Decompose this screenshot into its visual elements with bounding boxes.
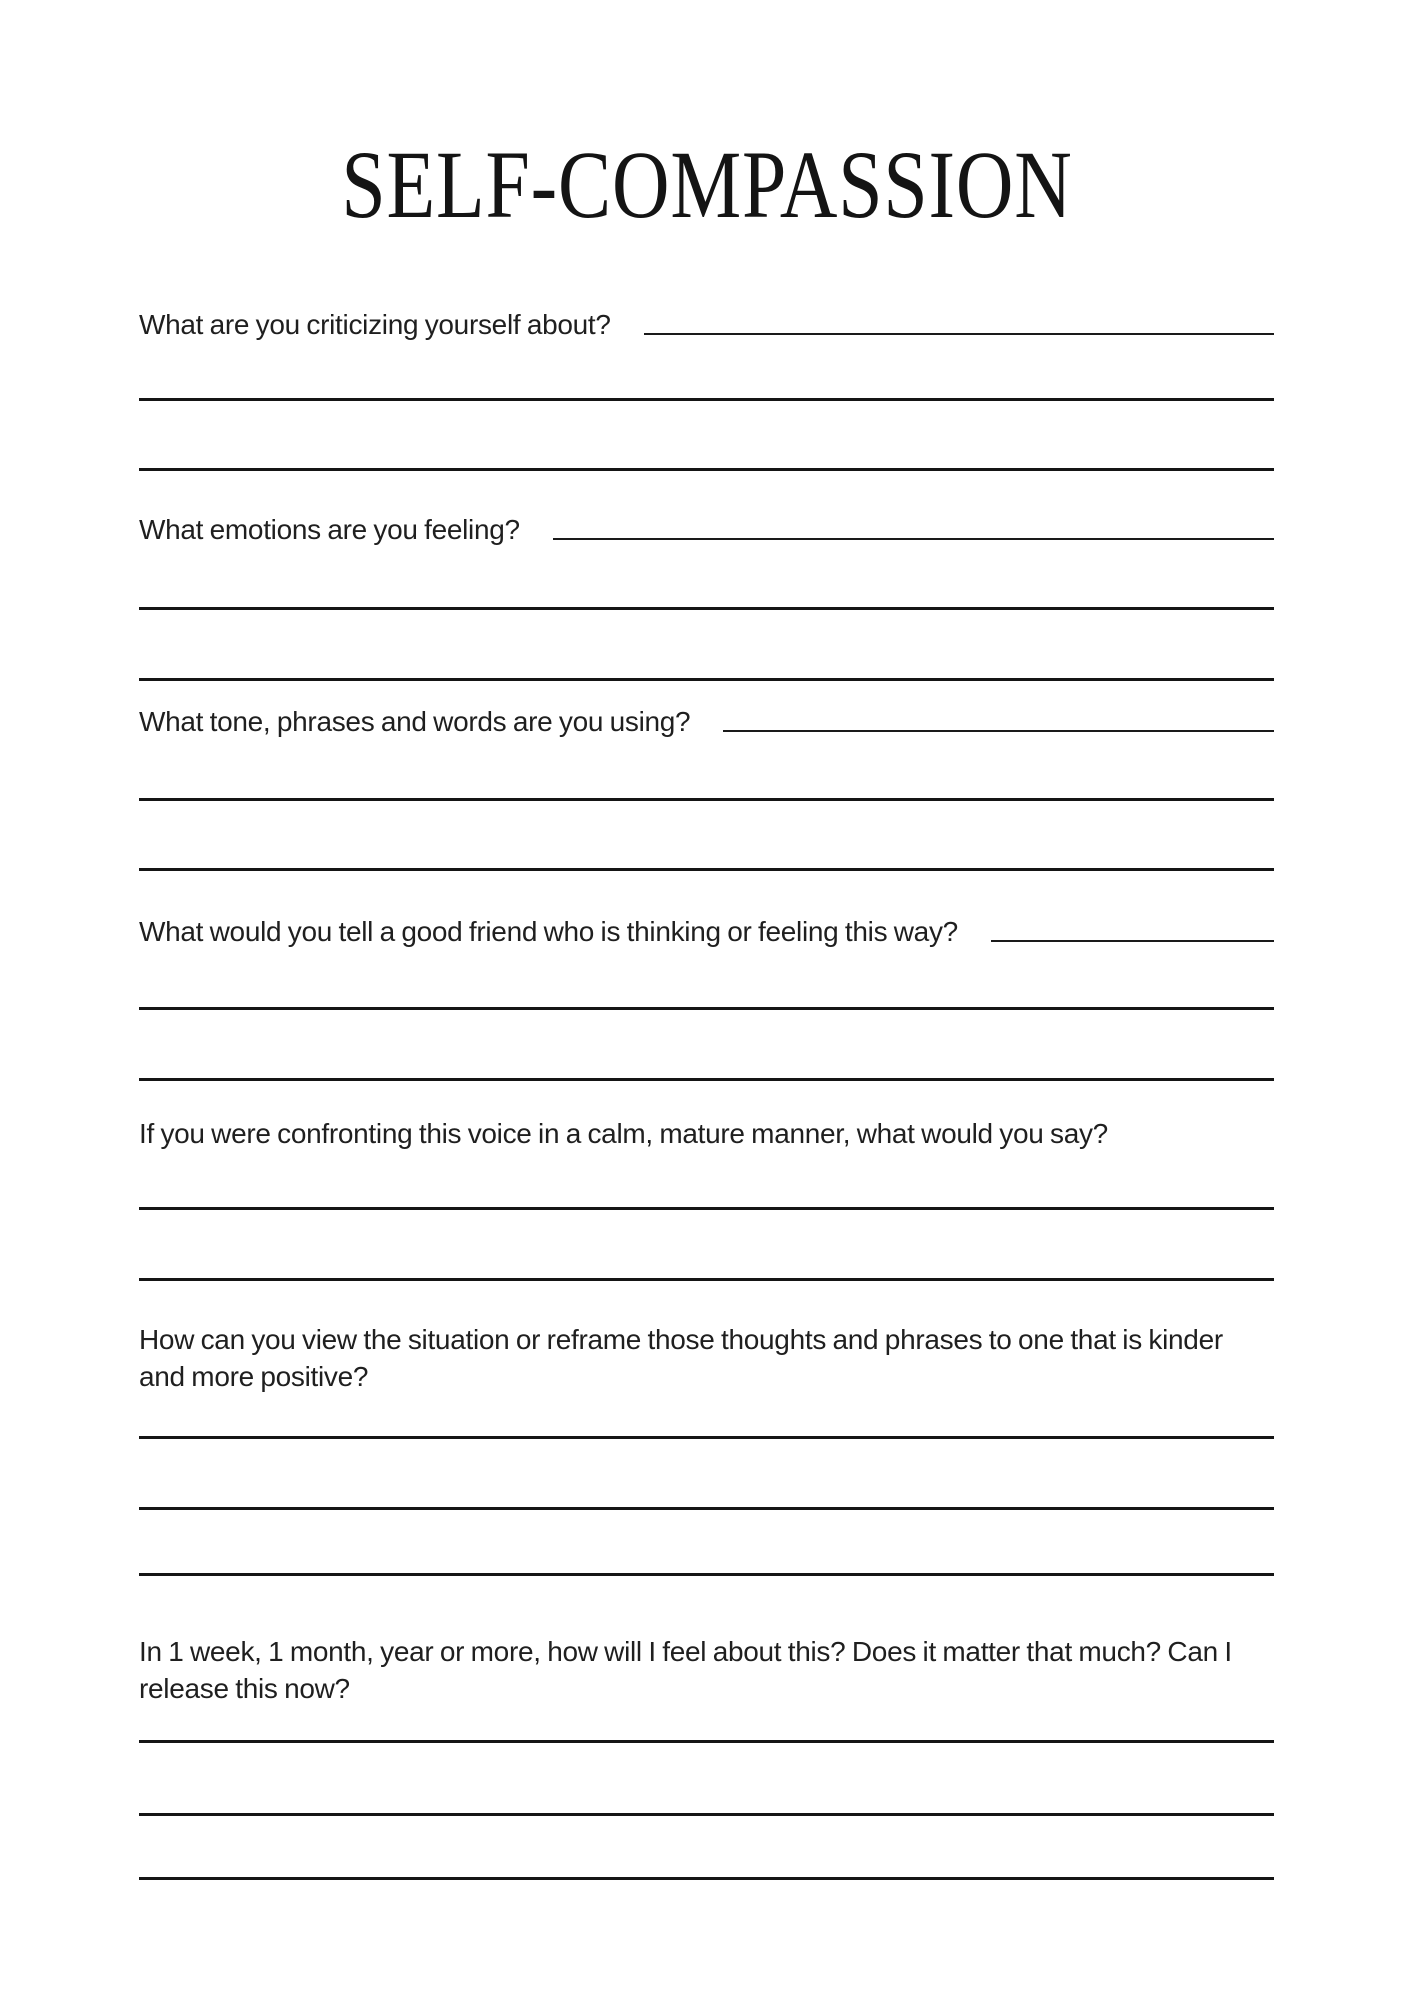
question-row xyxy=(139,511,1274,548)
answer-line xyxy=(139,1207,1274,1210)
answer-inline-line xyxy=(723,703,1274,732)
answer-line xyxy=(139,607,1274,610)
question-label: What emotions are you feeling? xyxy=(139,514,520,545)
answer-inline-line xyxy=(644,306,1274,335)
answer-line xyxy=(139,1436,1274,1439)
answer-inline-line xyxy=(991,913,1274,942)
question-block-tone-phrases xyxy=(139,703,1274,871)
answer-line xyxy=(139,398,1274,401)
question-label: What would you tell a good friend who is thinking or feeling this way? xyxy=(139,916,958,947)
question-block-emotions xyxy=(139,511,1274,681)
answer-line xyxy=(139,1877,1274,1880)
question-label: What are you criticizing yourself about? xyxy=(139,309,611,340)
answer-line xyxy=(139,1278,1274,1281)
answer-line xyxy=(139,1573,1274,1576)
page-title: SELF-COMPASSION xyxy=(341,131,1073,238)
answer-line xyxy=(139,868,1274,871)
question-label: In 1 week, 1 month, year or more, how will I feel about this? Does it matter that much? Can I release this now? xyxy=(139,1636,1232,1704)
question-label: How can you view the situation or reframe those thoughts and phrases to one that is kinder and more positive? xyxy=(139,1324,1223,1392)
question-row xyxy=(139,1633,1274,1707)
question-row xyxy=(139,913,1274,950)
question-row xyxy=(139,306,1274,343)
answer-line xyxy=(139,1078,1274,1081)
answer-line xyxy=(139,798,1274,801)
question-block-reframe xyxy=(139,1321,1274,1576)
answer-line xyxy=(139,1507,1274,1510)
answer-inline-line xyxy=(553,511,1274,540)
answer-line xyxy=(139,1813,1274,1816)
question-label: What tone, phrases and words are you using? xyxy=(139,706,691,737)
question-row xyxy=(139,1115,1274,1152)
answer-line xyxy=(139,468,1274,471)
question-label: If you were confronting this voice in a calm, mature manner, what would you say? xyxy=(139,1118,1108,1149)
question-block-criticizing xyxy=(139,306,1274,471)
question-block-release xyxy=(139,1633,1274,1880)
question-row xyxy=(139,703,1274,740)
question-row xyxy=(139,1321,1274,1395)
question-block-confronting-voice xyxy=(139,1115,1274,1281)
answer-line xyxy=(139,1740,1274,1743)
answer-line xyxy=(139,1007,1274,1010)
answer-line xyxy=(139,678,1274,681)
question-block-good-friend xyxy=(139,913,1274,1081)
